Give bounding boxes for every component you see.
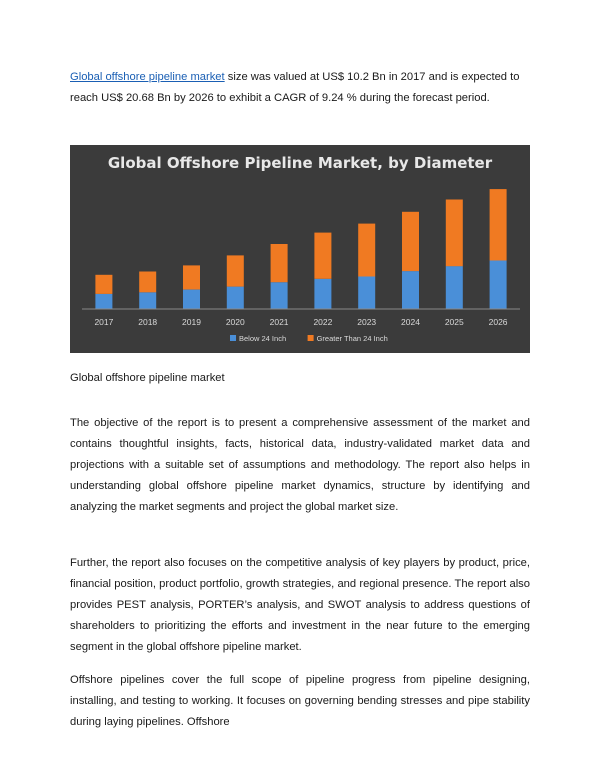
bar-2024-series-0	[402, 271, 419, 309]
bar-chart	[70, 145, 530, 353]
x-tick-label: 2022	[313, 317, 333, 327]
legend-swatch-0	[230, 335, 236, 341]
figure-caption: Global offshore pipeline market	[70, 372, 225, 384]
x-tick-labels	[94, 317, 507, 327]
x-tick-label: 2023	[357, 317, 377, 327]
market-link[interactable]: Global offshore pipeline market	[70, 71, 225, 83]
bar-2022-series-0	[314, 279, 331, 309]
bar-2021-series-1	[271, 244, 288, 282]
intro-text: size was valued at US$ 10.2 Bn in 2017 and is expected to reach US$ 20.68 Bn by 2026 to exhibit a CAGR of 9.24 % during the forecast period.	[70, 71, 520, 104]
bar-2025-series-1	[446, 200, 463, 267]
x-tick-label: 2024	[401, 317, 420, 327]
bar-2017-series-1	[95, 275, 112, 294]
chart-figure	[70, 145, 530, 353]
bar-2026-series-1	[490, 189, 507, 260]
bar-2025-series-0	[446, 266, 463, 309]
body-paragraph-3: Offshore pipelines cover the full scope of pipeline progress from pipeline designing, installing, and testing to working. It focuses on governing bending stresses and pipe stability during laying pipelines. Offshore	[70, 674, 530, 728]
bar-2018-series-0	[139, 292, 156, 309]
chart-legend	[230, 334, 388, 343]
bar-2026-series-0	[490, 260, 507, 309]
bar-2020-series-1	[227, 255, 244, 286]
bar-2019-series-1	[183, 265, 200, 289]
intro-paragraph	[70, 67, 530, 109]
x-tick-label: 2025	[444, 317, 464, 327]
bar-2020-series-0	[227, 287, 244, 309]
legend-label-0: Below 24 Inch	[239, 334, 287, 343]
chart-title: Global Offshore Pipeline Market, by Diameter	[107, 154, 493, 172]
bar-2019-series-0	[183, 290, 200, 309]
x-tick-label: 2019	[182, 317, 201, 327]
body-paragraph-1: The objective of the report is to present a comprehensive assessment of the market and contains thoughtful insights, facts, historical data, industry-validated market data and projections with a suitable set of assumptions and methodology. The report also helps in understanding global offshore pipeline market dynamics, structure by identifying and analyzing the market segments and project the global market size.	[70, 417, 530, 513]
x-tick-label: 2026	[488, 317, 508, 327]
bar-2021-series-0	[271, 282, 288, 309]
x-tick-label: 2021	[269, 317, 289, 327]
bar-2023-series-1	[358, 224, 375, 277]
x-tick-label: 2018	[138, 317, 158, 327]
bar-2018-series-1	[139, 272, 156, 293]
bar-2017-series-0	[95, 294, 112, 309]
legend-swatch-1	[308, 335, 314, 341]
legend-label-1: Greater Than 24 Inch	[316, 334, 388, 343]
x-tick-label: 2020	[225, 317, 245, 327]
bar-group	[95, 189, 506, 309]
bar-2023-series-0	[358, 277, 375, 310]
x-tick-label: 2017	[94, 317, 114, 327]
bar-2024-series-1	[402, 212, 419, 271]
body-paragraph-2: Further, the report also focuses on the competitive analysis of key players by product, price, financial position, product portfolio, growth strategies, and regional presence. The report also provides PEST analysis, PORTER’s analysis, and SWOT analysis to address questions of shareholders to prioritizing the efforts and investment in the near future to the emerging segment in the global offshore pipeline market.	[70, 557, 530, 653]
bar-2022-series-1	[314, 233, 331, 279]
